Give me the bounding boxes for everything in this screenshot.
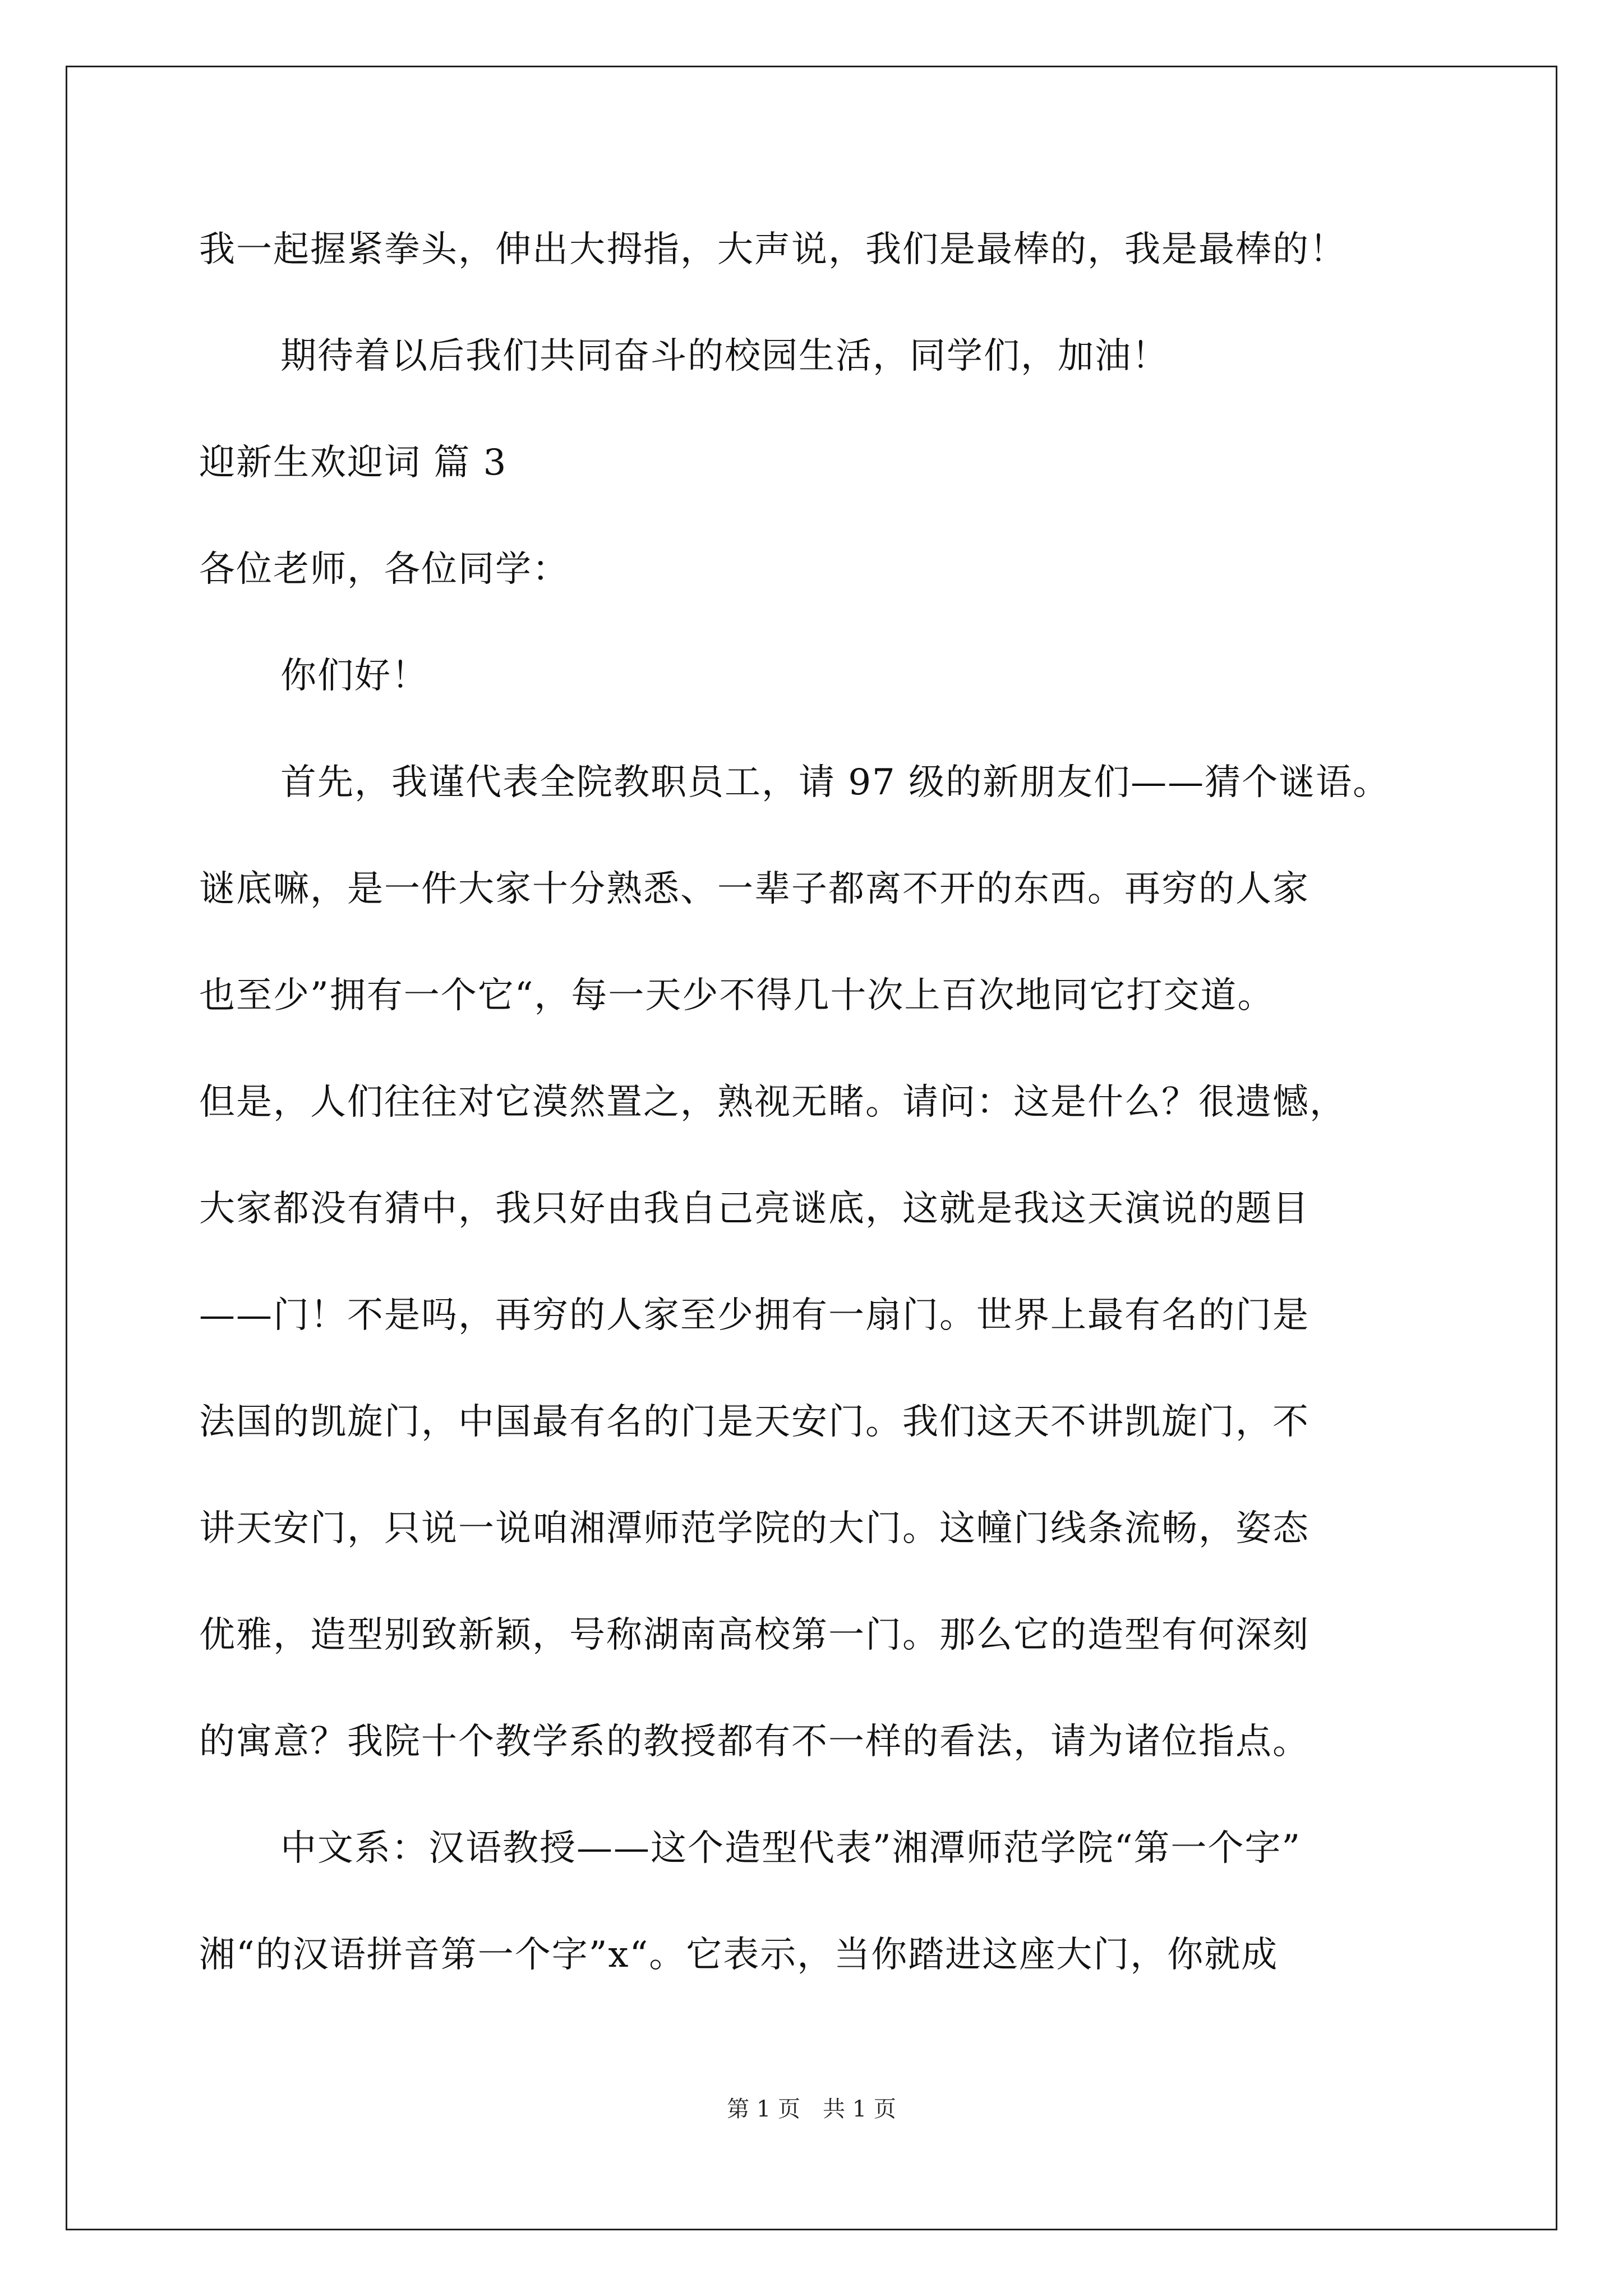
page-footer: 第 1 页 共 1 页 [727, 2096, 896, 2122]
paragraph-line: 我一起握紧拳头，伸出大拇指，大声说，我们是最棒的，我是最棒的！ [199, 229, 1347, 270]
page-border [66, 66, 1557, 2230]
paragraph-line: 法国的凯旋门，中国最有名的门是天安门。我们这天不讲凯旋门，不 [199, 1401, 1310, 1443]
paragraph-line: 的寓意？我院十个教学系的教授都有不一样的看法，请为诸位指点。 [199, 1721, 1310, 1763]
paragraph-line: 期待着以后我们共同奋斗的校园生活，同学们，加油！ [280, 335, 1169, 377]
paragraph-line: 中文系：汉语教授——这个造型代表”湘潭师范学院“第一个字” [280, 1828, 1302, 1869]
salutation: 各位老师，各位同学： [199, 549, 569, 590]
paragraph-line: 首先，我谨代表全院教职员工，请 97 级的新朋友们——猜个谜语。 [280, 762, 1390, 803]
paragraph-line: 大家都没有猜中，我只好由我自己亮谜底，这就是我这天演说的题目 [199, 1188, 1310, 1230]
paragraph-line: 谜底嘛，是一件大家十分熟悉、一辈子都离不开的东西。再穷的人家 [199, 868, 1310, 910]
paragraph-line: 也至少”拥有一个它“，每一天少不得几十次上百次地同它打交道。 [199, 975, 1275, 1016]
greeting: 你们好！ [280, 655, 428, 697]
paragraph-line: 讲天安门，只说一说咱湘潭师范学院的大门。这幢门线条流畅，姿态 [199, 1508, 1310, 1549]
paragraph-line: 湘“的汉语拼音第一个字”x“。它表示，当你踏进这座大门，你就成 [199, 1934, 1279, 1976]
paragraph-line: 但是，人们往往对它漠然置之，熟视无睹。请问：这是什么？很遗憾， [199, 1082, 1347, 1123]
paragraph-line: 优雅，造型别致新颖，号称湖南高校第一门。那么它的造型有何深刻 [199, 1614, 1310, 1656]
paragraph-line: ——门！不是吗，再穷的人家至少拥有一扇门。世界上最有名的门是 [199, 1295, 1310, 1336]
section-heading: 迎新生欢迎词 篇 3 [199, 442, 508, 484]
